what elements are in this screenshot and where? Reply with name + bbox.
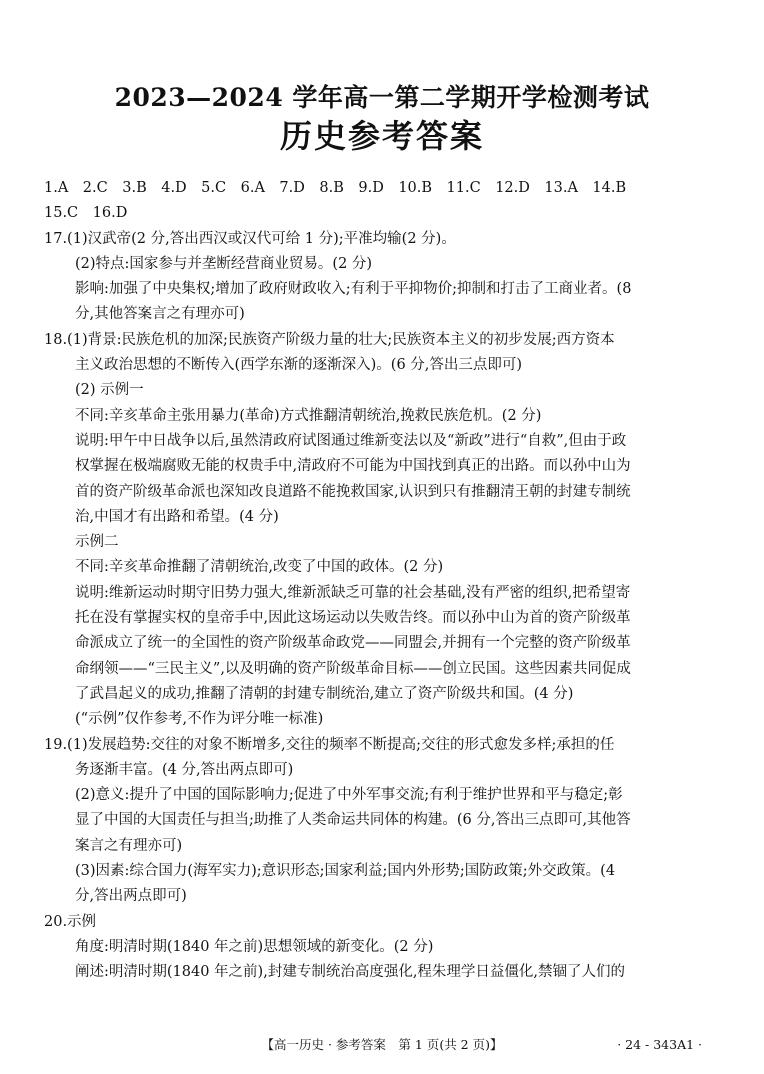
answer-line: 分,答出两点即可) <box>75 888 187 905</box>
answer-line: (2)特点:国家参与并垄断经营商业贸易。(2 分) <box>75 255 373 272</box>
answer-line: (2)意义:提升了中国的国际影响力;促进了中外军事交流;有利于维护世界和平与稳定;彰 <box>75 787 623 804</box>
answer-line: 显了中国的大国责任与担当;助推了人类命运共同体的构建。(6 分,答出三点即可,其他答 <box>75 812 631 829</box>
answer-line: 不同:辛亥革命主张用暴力(革命)方式推翻清朝统治,挽救民族危机。(2 分) <box>75 407 542 424</box>
answer-line: 务逐渐丰富。(4 分,答出两点即可) <box>75 761 294 778</box>
answer-key-title: 历史参考答案 <box>279 117 484 155</box>
footer-page-info: 【高一历史 · 参考答案 第 1 页(共 2 页)】 <box>261 1037 503 1052</box>
answer-line: 案言之有理亦可) <box>75 837 183 854</box>
answer-line: 分,其他答案言之有理亦可) <box>75 306 245 323</box>
answer-line: 角度:明清时期(1840 年之前)思想领域的新变化。(2 分) <box>75 938 434 955</box>
exam-title: 2023—2024 学年高一第二学期开学检测考试 <box>114 83 650 112</box>
answer-line: 说明:维新运动时期守旧势力强大,维新派缺乏可靠的社会基础,没有严密的组织,把希望寄 <box>75 584 631 601</box>
answer-line: 19.(1)发展趋势:交往的对象不断增多,交往的频率不断提高;交往的形式愈发多样;承担的任 <box>44 736 615 753</box>
answer-line: 权掌握在极端腐败无能的权贵手中,清政府不可能为中国找到真正的出路。而以孙中山为 <box>75 458 631 475</box>
answer-line: 影响:加强了中央集权;增加了政府财政收入;有利于平抑物价;抑制和打击了工商业者。(8 <box>75 281 632 298</box>
answer-body <box>44 176 724 986</box>
answer-line: 不同:辛亥革命推翻了清朝统治,改变了中国的政体。(2 分) <box>75 559 444 576</box>
answer-line: 了武昌起义的成功,推翻了清朝的封建专制统治,建立了资产阶级共和国。(4 分) <box>75 685 574 702</box>
answer-line: 17.(1)汉武帝(2 分,答出西汉或汉代可给 1 分);平准均输(2 分)。 <box>44 230 456 247</box>
answer-line: 托在没有掌握实权的皇帝手中,因此这场运动以失败告终。而以孙中山为首的资产阶级革 <box>75 610 631 627</box>
answer-line: (3)因素:综合国力(海军实力);意识形态;国家利益;国内外形势;国防政策;外交政策。(4 <box>75 863 616 880</box>
answer-line: 示例二 <box>75 534 119 551</box>
answer-line: 18.(1)背景:民族危机的加深;民族资产阶级力量的壮大;民族资本主义的初步发展;西方资本 <box>44 331 615 348</box>
answer-line: 主义政治思想的不断传入(西学东渐的逐渐深入)。(6 分,答出三点即可) <box>75 357 523 374</box>
answer-line: (“示例”仅作参考,不作为评分唯一标准) <box>75 711 324 728</box>
answer-line: 阐述:明清时期(1840 年之前),封建专制统治高度强化,程朱理学日益僵化,禁锢了人们的 <box>75 964 626 981</box>
answer-line: 20.示例 <box>44 913 97 930</box>
answer-line: (2) 示例一 <box>75 382 144 399</box>
answer-line: 1.A 2.C 3.B 4.D 5.C 6.A 7.D 8.B 9.D 10.B 11.C 12.D 13.A 14.B <box>44 180 627 196</box>
answer-line: 治,中国才有出路和希望。(4 分) <box>75 508 279 525</box>
answer-line: 15.C 16.D <box>44 205 128 222</box>
answer-line: 首的资产阶级革命派也深知改良道路不能挽救国家,认识到只有推翻清王朝的封建专制统 <box>75 483 631 500</box>
answer-line: 命派成立了统一的全国性的资产阶级革命政党——同盟会,并拥有一个完整的资产阶级革 <box>75 635 631 652</box>
answer-line: 说明:甲午中日战争以后,虽然清政府试图通过维新变法以及“新政”进行“自救”,但由于政 <box>75 432 627 449</box>
footer-code: · 24 - 343A1 · <box>617 1037 702 1052</box>
page-footer <box>0 1035 764 1055</box>
answer-line: 命纲领——“三民主义”,以及明确的资产阶级革命目标——创立民国。这些因素共同促成 <box>75 660 631 677</box>
